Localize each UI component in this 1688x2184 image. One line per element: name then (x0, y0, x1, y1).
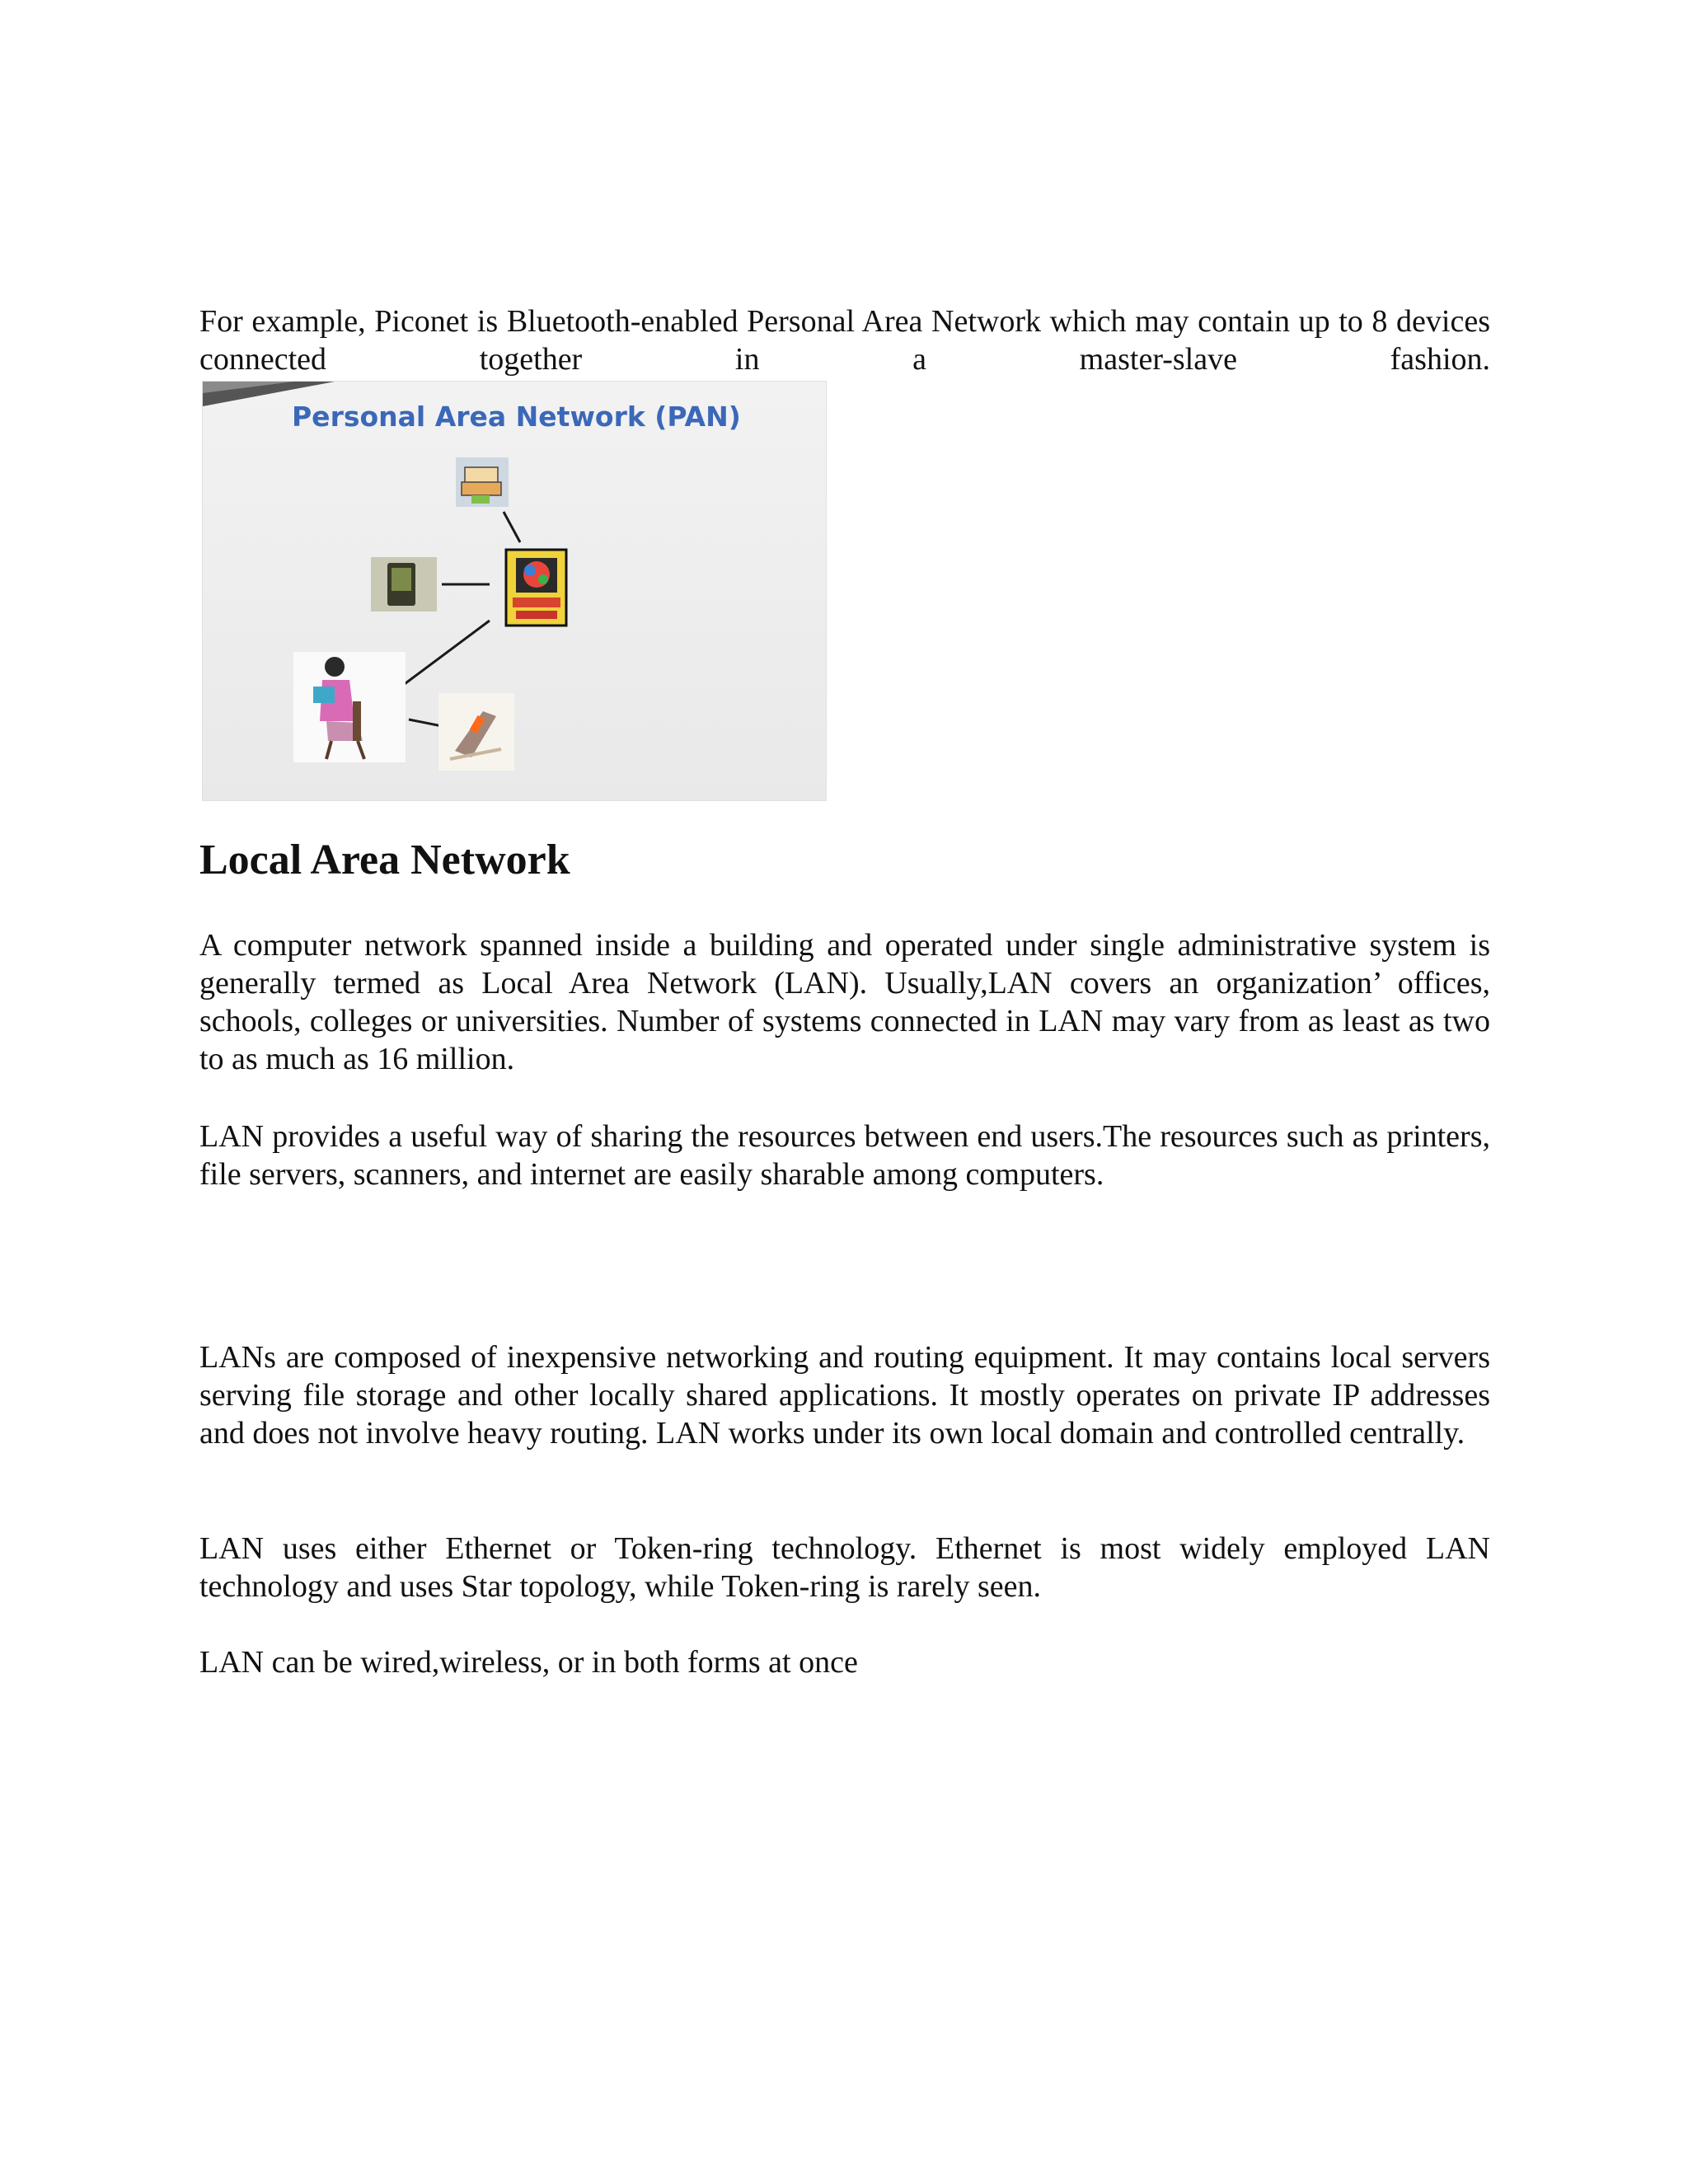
paragraph-lan-equipment: LANs are composed of inexpensive networking and routing equipment. It may contains local servers serving file storage and other locally shared applications. It mostly operates on private IP addresses and does not involve heavy routing. LAN works under its own local domain and controlled centrally. (199, 1340, 1490, 1451)
paragraph-lan-technology: LAN uses either Ethernet or Token-ring technology. Ethernet is most widely employed LAN technology and uses Star topology, while Token-ring is rarely seen. (199, 1531, 1490, 1604)
link-woman-phone (409, 719, 442, 726)
paragraph-lan-forms: LAN can be wired,wireless, or in both forms at once (199, 1645, 858, 1680)
figure-title: Personal Area Network (PAN) (292, 401, 741, 433)
pda-icon (371, 557, 437, 612)
link-printer-computer (504, 512, 520, 542)
paragraph-lan-resources: LAN provides a useful way of sharing the resources between end users.The resources such as printers, file servers, scanners, and internet are easily sharable among computers. (199, 1119, 1490, 1192)
pan-diagram-figure (202, 381, 827, 801)
mobile-phone-icon (438, 693, 514, 771)
paragraph-lan-definition: A computer network spanned inside a building and operated under single administrative system is generally termed as Local Area Network (LAN). Usually,LAN covers an organization’ offices, schools, colleges or universities. Number of systems connected in LAN may vary from as least as two to as much as 16 million. (199, 928, 1490, 1076)
printer-icon (456, 457, 509, 507)
section-heading-lan: Local Area Network (199, 837, 570, 883)
woman-with-laptop-icon (293, 652, 406, 762)
intro-paragraph: For example, Piconet is Bluetooth-enabled Personal Area Network which may contain up to 8 devices connected together in a master-slave fashion. (199, 304, 1490, 377)
link-woman-computer (392, 621, 490, 693)
computer-icon (506, 550, 566, 626)
